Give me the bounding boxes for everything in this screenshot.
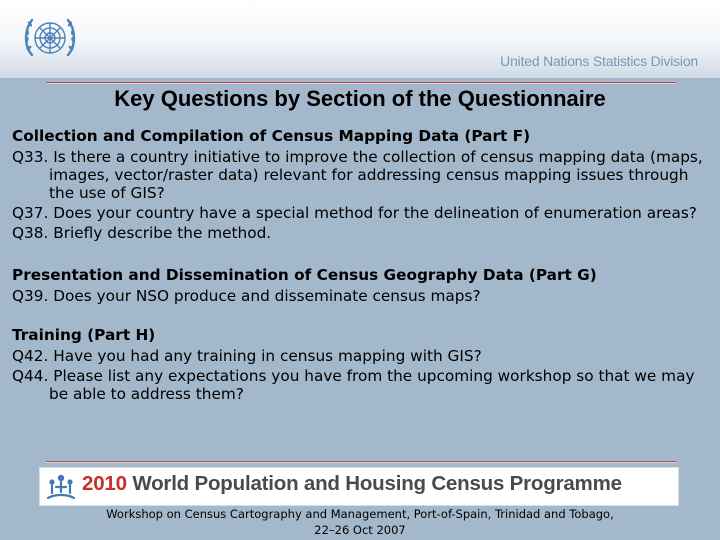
question-q38: Q38. Briefly describe the method. xyxy=(12,224,272,242)
organization-name: United Nations Statistics Division xyxy=(500,53,698,69)
question-q33: Q33. Is there a country initiative to improve the collection of census mapping data (maps, images, vector/raster data) relevant for addressing census mapping issues through the use of GIS? xyxy=(12,148,703,202)
programme-title xyxy=(82,472,674,496)
question-q44: Q44. Please list any expectations you have from the upcoming workshop so that we may be able to address them? xyxy=(12,367,695,403)
bottom-divider xyxy=(46,461,676,462)
footer-line-2: 22–26 Oct 2007 xyxy=(314,523,406,537)
header-banner xyxy=(0,0,720,78)
section-heading-part-h: Training (Part H) xyxy=(12,326,156,344)
programme-year: 2010 xyxy=(82,472,127,495)
slide-title: Key Questions by Section of the Questionnaire xyxy=(114,86,606,111)
question-q42: Q42. Have you had any training in census mapping with GIS? xyxy=(12,347,482,365)
census-programme-logo xyxy=(40,468,678,505)
slide-content xyxy=(12,126,712,403)
footer-line-1: Workshop on Census Cartography and Management, Port-of-Spain, Trinidad and Tobago, xyxy=(106,507,614,521)
programme-name: World Population and Housing Census Programme xyxy=(132,472,622,495)
un-emblem-icon xyxy=(18,8,82,72)
question-q37: Q37. Does your country have a special method for the delineation of enumeration areas? xyxy=(12,204,697,222)
section-heading-part-g: Presentation and Dissemination of Census Geography Data (Part G) xyxy=(12,266,597,284)
section-heading-part-f: Collection and Compilation of Census Mapping Data (Part F) xyxy=(12,127,531,145)
top-divider xyxy=(46,82,676,83)
workshop-footer xyxy=(0,506,720,538)
census-programme-icon xyxy=(44,470,78,503)
question-q39: Q39. Does your NSO produce and disseminate census maps? xyxy=(12,287,481,305)
